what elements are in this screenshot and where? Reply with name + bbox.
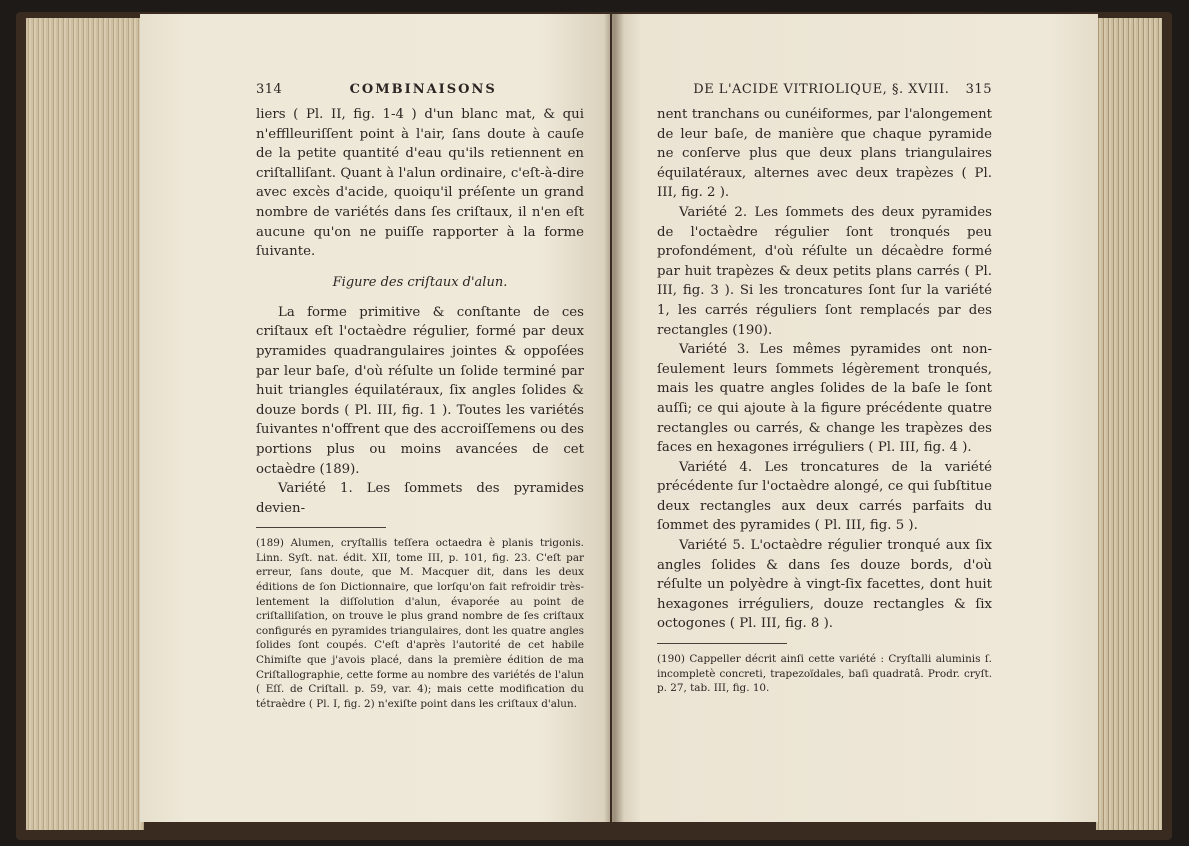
left-paragraph: liers ( Pl. II, fig. 1-4 ) d'un blanc mat, & qui n'efflleuriſſent point à l'air, ſans doute à cauſe de la petite quantité d'eau qu'ils retiennent en criſtalliſant. Quant à l'alun ordinaire, c'eſt-à-dire avec excès d'acide, quoiqu'il préſente un grand nombre de variétés dans ſes criſtaux, il n'en eſt aucune qu'on ne puiſſe rapporter à la forme ſuivante. [256,107,584,260]
left-footnote [256,536,584,711]
left-page-number: 314 [256,82,283,97]
right-footnote [657,652,992,696]
right-paragraph: Variété 2. Les ſommets des deux pyramides de l'octaèdre régulier ſont tronqués peu profondément, d'où réſulte un décaèdre formé par huit trapèzes & deux petits plans carrés ( Pl. III, fig. 3 ). Si les troncatures ſont ſur la variété 1, les carrés réguliers ſont remplacés par des rectangles (190). [657,204,992,338]
right-paragraph: Variété 4. Les troncatures de la variété précédente ſur l'octaèdre alongé, ce qui ſubſtitue deux rectangles aux deux carrés parfaits du ſommet des pyramides ( Pl. III, fig. 5 ). [657,459,992,534]
right-paragraph: nent tranchans ou cunéiformes, par l'alongement de leur baſe, de manière que chaque pyramide ne conſerve plus que deux plans triangulaires équilatéraux, alternes avec deux trapèzes ( Pl. III, fig. 2 ). [657,107,992,201]
left-page-text [256,82,584,711]
right-body [657,105,992,634]
left-paragraph: La forme primitive & conſtante de ces criſtaux eſt l'octaèdre régulier, formé par deux pyramides quadrangulaires jointes & oppoſées par leur baſe, d'où réſulte un ſolide terminé par huit triangles équilatéraux, ſix angles ſolides & douze bords ( Pl. III, fig. 1 ). Toutes les variétés ſuivantes n'offrent que des accroiſſemens ou des portions plus ou moins avancées de cet octaèdre (189). [256,304,584,477]
right-running-title: DE L'ACIDE VITRIOLIQUE, §. XVIII. [693,82,950,97]
right-page-number: 315 [965,82,992,97]
right-page-edges [1096,18,1162,830]
left-header [256,82,584,101]
left-page-edges [26,18,144,830]
book-gutter [604,14,624,822]
footnote-rule [657,643,787,644]
right-page-text [657,82,992,696]
right-paragraph: Variété 3. Les mêmes pyramides ont non-ſeulement leurs ſommets légèrement tronqués, mais les quatre angles ſolides de la baſe le ſont auſſi; ce qui ajoute à la figure précédente quatre rectangles ou carrés, & change les trapèzes des faces en hexagones irréguliers ( Pl. III, fig. 4 ). [657,342,992,456]
footnote-189: (189) Alumen, cryſtallis teſſera octaedra è planis trigonis. Linn. Syſt. nat. édit. XII, tome III, p. 101, fig. 23. C'eſt par erreur, ſans doute, que M. Macquer dit, dans les deux éditions de ſon Dictionnaire, que lorſqu'on fait refroidir très-lentement la diſſolution d'alun, évaporée au point de criſtalliſation, on trouve le plus grand nombre de ſes criſtaux configurés en pyramides triangulaires, dont les quatre angles ſolides ſont coupés. C'eſt d'après l'autorité de cet habile Chimiſte que j'avois placé, dans la première édition de ma Criſtallographie, cette forme au nombre des variétés de l'alun ( Eſſ. de Criſtall. p. 59, var. 4); mais cette modification du tétraèdre ( Pl. I, fig. 2) n'exiſte point dans les criſtaux d'alun. [256,537,584,710]
footnote-rule [256,527,386,528]
left-paragraph: Variété 1. Les ſommets des pyramides devien- [256,481,584,516]
right-paragraph: Variété 5. L'octaèdre régulier tronqué aux ſix angles ſolides & dans ſes douze bords, d'où réſulte un polyèdre à vingt-ſix facettes, dont huit hexagones irréguliers, douze rectangles & ſix octogones ( Pl. III, fig. 8 ). [657,538,992,632]
footnote-190: (190) Cappeller décrit ainſi cette variété : Cryſtalli aluminis ſ. incompletè concreti, trapezoïdales, baſi quadratâ. Prodr. cryſt. p. 27, tab. III, fig. 10. [657,653,992,695]
right-header [657,82,992,101]
left-running-title: COMBINAISONS [349,82,497,97]
left-body [256,105,584,518]
section-title: Figure des criſtaux d'alun. [332,274,508,290]
